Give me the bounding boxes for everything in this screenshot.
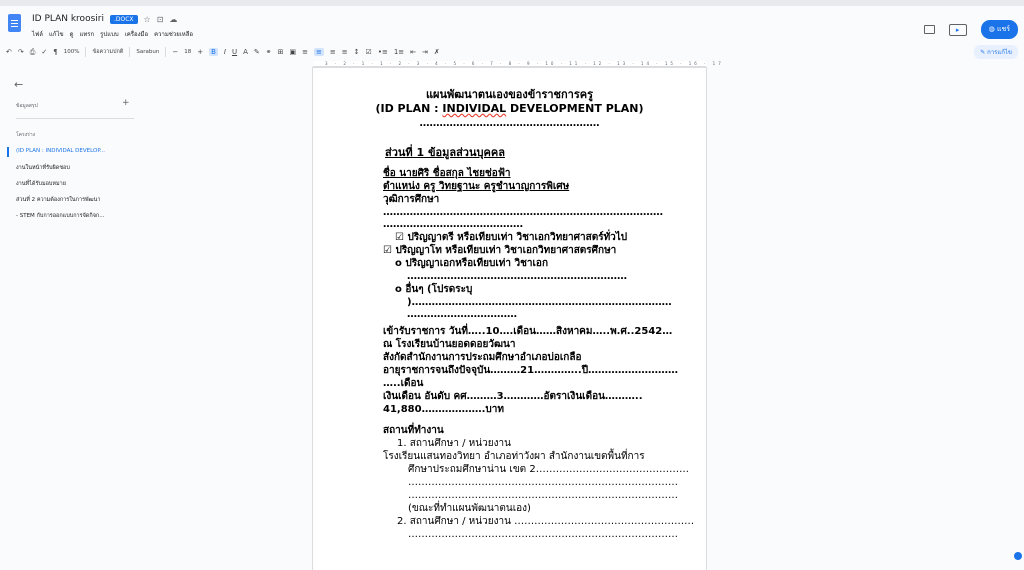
ruler-bar[interactable]: 3 · 2 · 1 · 1 · 2 · 3 · 4 · 5 · 6 · 7 · 8 · 9 · 10 · 11 · 12 · 13 · 14 · 15 · 16 · 17 — [313, 61, 706, 67]
menu-file[interactable]: ไฟล์ — [32, 31, 43, 38]
outline-active-indicator — [7, 147, 9, 157]
pencil-icon: ✎ — [980, 49, 988, 56]
clear-format-icon[interactable]: ✗ — [433, 48, 440, 56]
menu-format[interactable]: รูปแบบ — [100, 31, 119, 38]
numbered-list-icon[interactable]: 1≡ — [393, 48, 405, 56]
position-row: ตำแหน่ง ครู วิทยฐานะ ครูชำนาญการพิเศษ — [383, 181, 570, 192]
present-icon[interactable]: ▸ — [949, 24, 967, 36]
zoom-select[interactable]: 100% — [63, 49, 80, 55]
undo-icon[interactable]: ↶ — [6, 48, 12, 56]
name-row: ชื่อ นายศิริ ชื่อสกุล ไชยช่อฟ้า — [383, 168, 511, 179]
workplace-heading: สถานที่ทำงาน — [383, 425, 444, 436]
workplace-1-area: ศึกษาประถมศึกษาน่าน เขต 2………………………………………. — [408, 464, 689, 475]
school-name: ณ โรงเรียนบ้านยอดดอยวัฒนา — [383, 339, 516, 350]
service-years: อายุราชการจนถึงปัจจุบัน………21…………..ปี……………………… — [383, 365, 679, 376]
align-center-icon[interactable]: ≡ — [316, 48, 322, 56]
outline-label: โครงร่าง — [16, 132, 36, 138]
editing-mode-label: การแก้ไข — [987, 49, 1012, 56]
image-icon[interactable]: ▣ — [289, 48, 297, 56]
menu-help[interactable]: ความช่วยเหลือ — [154, 31, 194, 38]
explore-icon[interactable] — [1014, 552, 1022, 560]
title-dots: ……………………………………………… — [419, 118, 600, 129]
dotted-line: …………………………… — [407, 309, 517, 320]
back-arrow-icon[interactable]: ← — [14, 78, 24, 91]
link-icon[interactable]: ⚭ — [265, 48, 272, 56]
spellcheck-icon[interactable]: ✓ — [41, 48, 48, 56]
title-row — [32, 12, 193, 26]
share-label: แชร์ — [996, 25, 1010, 33]
align-right-icon[interactable]: ≡ — [329, 48, 336, 56]
format-toolbar — [6, 44, 1018, 60]
line-spacing-icon[interactable]: ↕ — [353, 48, 360, 56]
document-page[interactable] — [313, 68, 706, 570]
salary-amount: 41,880……………….บาท — [383, 404, 504, 415]
subtitle-misspelled-word: INDIVIDAL — [442, 102, 507, 115]
checklist-icon[interactable]: ☑ — [365, 48, 372, 56]
outline-item-id-plan[interactable]: (ID PLAN : INDIVIDAL DEVELOP... — [16, 148, 106, 154]
summary-label: ข้อมูลสรุป — [16, 103, 38, 109]
affiliation: สังกัดสำนักงานการประถมศึกษาอำเภอบ่อเกลือ — [383, 352, 582, 363]
docs-logo-icon[interactable] — [8, 14, 21, 32]
workplace-2-label: 2. สถานศึกษา / หน่วยงาน ……………………………………………… — [397, 516, 695, 527]
outline-item-stem[interactable]: - STEM กับการออกแบบการจัดกิจก... — [16, 213, 105, 219]
print-icon[interactable]: ⎙ — [29, 47, 36, 56]
star-icon[interactable]: ☆ — [143, 14, 151, 24]
increase-font-icon[interactable]: + — [197, 48, 204, 56]
dotted-line: …………………………………… — [383, 219, 523, 230]
appointment-date: เข้ารับราชการ วันที่…..10….เดือน……สิงหาคม…..พ.ศ..2542… — [383, 326, 673, 337]
title-block — [32, 12, 193, 39]
font-select[interactable]: Sarabun — [136, 49, 160, 55]
document-title[interactable]: ID PLAN kroosiri — [32, 14, 104, 24]
add-summary-icon[interactable]: + — [122, 98, 130, 108]
decrease-indent-icon[interactable]: ⇤ — [410, 48, 417, 56]
title-bar — [0, 6, 1024, 44]
decrease-font-icon[interactable]: − — [172, 48, 179, 56]
divider — [85, 47, 86, 57]
workplace-1-note: (ขณะที่ทำแผนพัฒนาตนเอง) — [408, 503, 531, 514]
master-degree: ☑ ปริญญาโท หรือเทียบเท่า วิชาเอกวิทยาศาสตรศึกษา — [383, 245, 617, 256]
menu-view[interactable]: ดู — [69, 31, 74, 38]
workspace — [0, 68, 1024, 570]
comments-icon[interactable] — [924, 25, 935, 34]
text-color-icon[interactable]: A — [243, 48, 248, 56]
divider — [165, 47, 166, 57]
dotted-line: ……………………………………………………………………… — [408, 490, 678, 501]
section-1-heading: ส่วนที่ 1 ข้อมูลส่วนบุคคล — [385, 146, 505, 159]
workplace-1-label: 1. สถานศึกษา / หน่วยงาน — [397, 438, 511, 449]
sidebar-divider — [16, 118, 134, 119]
doc-subtitle — [313, 103, 706, 115]
bachelor-degree: ☑ ปริญญาตรี หรือเทียบเท่า วิชาเอกวิทยาศาสตร์ทั่วไป — [395, 232, 628, 243]
other-degree: o อื่นๆ (โปรดระบุ — [395, 284, 473, 295]
globe-icon: ◍ — [988, 25, 997, 33]
doctorate-degree: o ปริญญาเอกหรือเทียบเท่า วิชาเอก — [395, 258, 548, 269]
highlight-icon[interactable]: ✎ — [253, 48, 260, 56]
divider — [129, 47, 130, 57]
dotted-line: ……………………………………………………………………… — [408, 477, 678, 488]
justify-icon[interactable]: ≡ — [341, 48, 348, 56]
dotted-line: ………………………………………………………………………… — [383, 207, 663, 218]
docx-badge: .DOCX — [110, 15, 138, 24]
italic-icon[interactable]: I — [223, 48, 226, 56]
right-tools — [924, 20, 1018, 39]
outline-sidebar — [0, 68, 140, 570]
subtitle-post: DEVELOPMENT PLAN) — [506, 102, 644, 115]
redo-icon[interactable]: ↷ — [17, 48, 24, 56]
underline-icon[interactable]: U — [231, 48, 238, 56]
move-folder-icon[interactable]: ⊡ — [156, 14, 164, 24]
outline-item-assigned[interactable]: งานที่ได้รับมอบหมาย — [16, 181, 66, 187]
menu-insert[interactable]: แทรก — [79, 31, 95, 38]
share-button[interactable] — [981, 20, 1018, 39]
menu-edit[interactable]: แก้ไข — [48, 31, 64, 38]
dotted-line: ………………………………………………………… — [407, 271, 627, 282]
doc-title: แผนพัฒนาตนเองของข้าราชการครู — [425, 88, 594, 101]
outline-item-part2[interactable]: ส่วนที่ 2 ความต้องการในการพัฒนา — [16, 197, 101, 203]
editing-mode-select[interactable] — [974, 45, 1018, 59]
education-label: วุฒิการศึกษา — [383, 194, 440, 205]
salary-grade: เงินเดือน อันดับ คศ………3…………อัตราเงินเดือน……….. — [383, 391, 643, 402]
ruler — [0, 60, 1024, 68]
workplace-1-school: โรงเรียนแสนทองวิทยา อำเภอท่าวังผา สำนักงานเขตพื้นที่การ — [383, 451, 645, 462]
bold-icon[interactable]: B — [211, 48, 216, 56]
service-months: …..เดือน — [383, 378, 424, 389]
cloud-status-icon[interactable]: ☁ — [169, 14, 178, 24]
bullet-list-icon[interactable]: •≡ — [377, 48, 388, 56]
dotted-line: ……………………………………………………………………… — [408, 529, 678, 540]
font-size-input[interactable]: 18 — [184, 49, 192, 55]
increase-indent-icon[interactable]: ⇥ — [422, 48, 428, 56]
menu-bar — [32, 29, 193, 39]
menu-tools[interactable]: เครื่องมือ — [124, 31, 149, 38]
align-left-icon[interactable]: ≡ — [302, 48, 309, 56]
subtitle-pre: (ID PLAN : — [375, 102, 443, 115]
paint-format-icon[interactable]: ¶ — [53, 48, 58, 56]
style-select[interactable]: ข้อความปกติ — [92, 49, 124, 55]
outline-item-duties[interactable]: งานในหน้าที่รับผิดชอบ — [16, 165, 70, 171]
comment-add-icon[interactable]: ⊞ — [277, 48, 284, 56]
other-degree-fill: )…………………………………………………………………… — [407, 297, 672, 308]
